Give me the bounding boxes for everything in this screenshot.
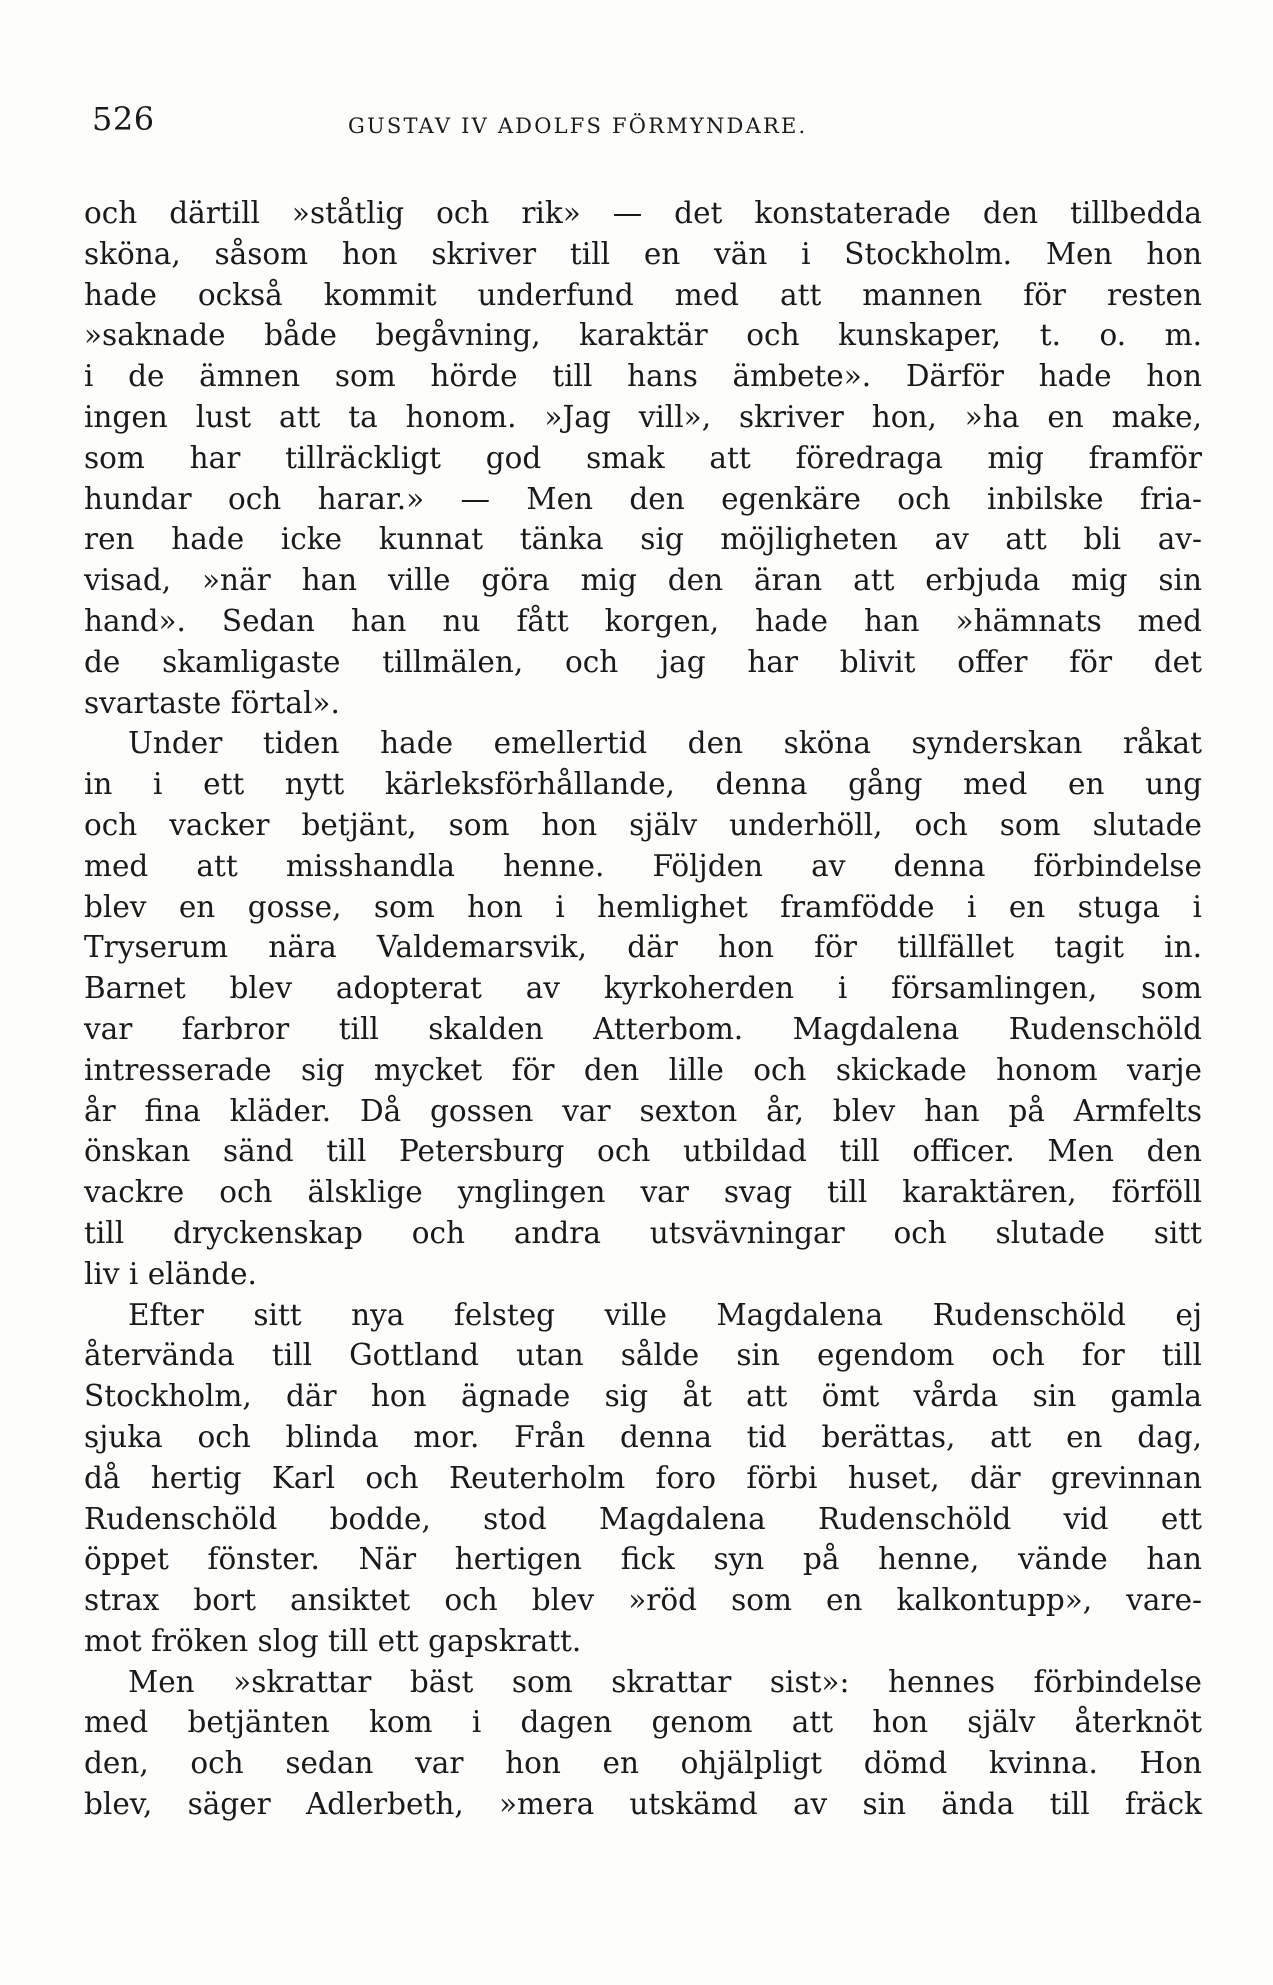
text-line: intresserade sig mycket för den lille och skickade honom varje [84, 1052, 1202, 1087]
text-line: hundar och harar.» — Men den egenkäre och inbilske fria- [84, 481, 1202, 516]
text-line: visad, »när han ville göra mig den äran att erbjuda mig sin [84, 563, 1202, 598]
text-line: den, och sedan var hon en ohjälpligt dömd kvinna. Hon [84, 1746, 1202, 1781]
text-line: Rudenschöld bodde, stod Magdalena Rudenschöld vid ett [84, 1501, 1202, 1536]
text-line: önskan sänd till Petersburg och utbildad till officer. Men den [84, 1134, 1202, 1169]
text-line: svartaste förtal». [84, 685, 340, 720]
text-line: sjuka och blinda mor. Från denna tid berättas, att en dag, [84, 1419, 1202, 1454]
text-line: blev, säger Adlerbeth, »mera utskämd av sin ända till fräck [84, 1787, 1202, 1822]
text-line: Stockholm, där hon ägnade sig åt att ömt vårda sin gamla [84, 1379, 1202, 1414]
text-line: blev en gosse, som hon i hemlighet framfödde i en stuga i [84, 889, 1202, 924]
text-line: de skamligaste tillmälen, och jag har blivit offer för det [84, 644, 1202, 679]
text-line: sköna, såsom hon skriver till en vän i Stockholm. Men hon [84, 236, 1202, 271]
body-text [84, 193, 1202, 1825]
text-line: liv i elände. [84, 1256, 257, 1291]
text-line: var farbror till skalden Atterbom. Magdalena Rudenschöld [84, 1011, 1202, 1046]
text-line: »saknade både begåvning, karaktär och kunskaper, t. o. m. [84, 318, 1202, 353]
text-line: som har tillräckligt god smak att föredraga mig framför [84, 440, 1202, 475]
text-line: strax bort ansiktet och blev »röd som en kalkontupp», vare- [84, 1583, 1202, 1618]
text-line: Barnet blev adopterat av kyrkoherden i församlingen, som [84, 971, 1202, 1006]
text-line: år fina kläder. Då gossen var sexton år, blev han på Armfelts [84, 1093, 1202, 1128]
text-line: Tryserum nära Valdemarsvik, där hon för tillfället tagit in. [84, 930, 1202, 965]
text-line: Men »skrattar bäst som skrattar sist»: hennes förbindelse [128, 1664, 1202, 1699]
text-line: Efter sitt nya felsteg ville Magdalena Rudenschöld ej [128, 1297, 1202, 1332]
page-number: 526 [92, 100, 155, 138]
running-head [92, 100, 1202, 148]
text-line: ren hade icke kunnat tänka sig möjligheten av att bli av- [84, 522, 1202, 557]
text-line: med betjänten kom i dagen genom att hon själv återknöt [84, 1705, 1202, 1740]
text-line: i de ämnen som hörde till hans ämbete». Därför hade hon [84, 359, 1202, 394]
text-line: öppet fönster. När hertigen fick syn på henne, vände han [84, 1542, 1202, 1577]
text-line: och därtill »ståtlig och rik» — det konstaterade den tillbedda [84, 196, 1202, 230]
text-line: till dryckenskap och andra utsvävningar och slutade sitt [84, 1215, 1202, 1250]
text-line: och vacker betjänt, som hon själv underhöll, och som slutade [84, 807, 1202, 842]
text-line: återvända till Gottland utan sålde sin egendom och for till [84, 1338, 1202, 1373]
text-line: ingen lust att ta honom. »Jag vill», skriver hon, »ha en make, [84, 399, 1202, 434]
text-line: Under tiden hade emellertid den sköna synderskan råkat [128, 726, 1202, 761]
text-line: då hertig Karl och Reuterholm foro förbi huset, där grevinnan [84, 1460, 1202, 1495]
text-line: mot fröken slog till ett gapskratt. [84, 1623, 582, 1658]
text-line: vackre och älsklige ynglingen var svag till karaktären, förföll [84, 1175, 1202, 1210]
running-title: GUSTAV IV ADOLFS FÖRMYNDARE. [348, 114, 808, 138]
text-line: hade också kommit underfund med att mannen för resten [84, 277, 1202, 312]
text-line: med att misshandla henne. Följden av denna förbindelse [84, 848, 1202, 883]
text-line: in i ett nytt kärleksförhållande, denna gång med en ung [84, 767, 1202, 802]
text-line: hand». Sedan han nu fått korgen, hade han »hämnats med [84, 603, 1202, 638]
